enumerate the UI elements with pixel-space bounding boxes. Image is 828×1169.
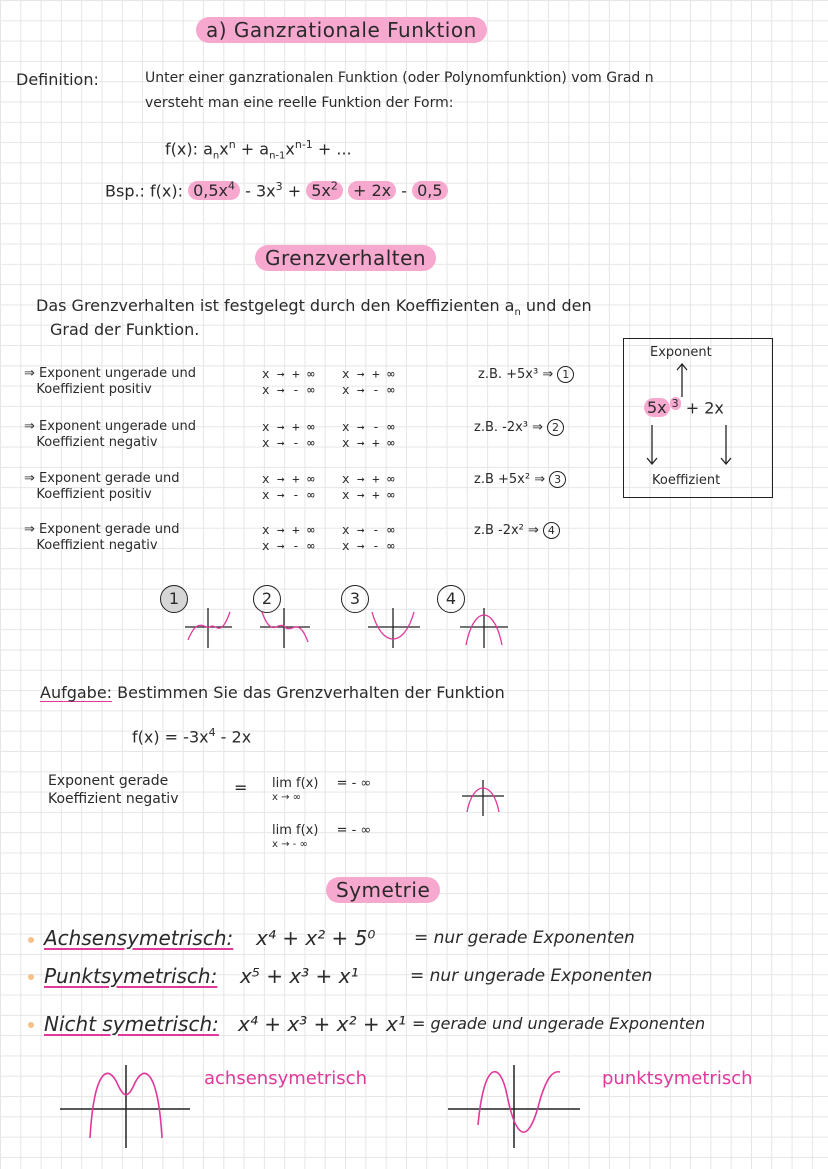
achsen-result: = nur gerade Exponenten [414,928,635,948]
case-4-desc: ⇒ Exponent gerade und Koeffizient negativ [24,522,180,553]
case-1-example: z.B. +5x³ ⇒ 1 [478,366,574,383]
term-1: $0,5x^4$ [188,181,240,200]
general-formula: f(x): $a_nx^n + a_{n-1}x^{n-1}$ + ... [165,138,352,162]
case-3-example: z.B +5x² ⇒ 3 [474,471,566,488]
case-2-y: x → - ∞ x → + ∞ [342,419,395,450]
nicht-expr: x⁴ + x³ + x² + x¹ [238,1012,406,1036]
case-3-x: x → + ∞ x → - ∞ [262,471,315,502]
symmetrie-graph-punkt [448,1065,580,1148]
case-2-example: z.B. -2x³ ⇒ 2 [474,419,564,436]
punkt-label: Punktsymetrisch: [44,964,218,988]
bullet-1 [28,937,34,943]
bullet-3 [28,1022,34,1028]
case-1-desc: ⇒ Exponent ungerade und Koeffizient positiv [24,366,196,397]
case-1-x: x → + ∞ x → - ∞ [262,366,315,397]
graph2-label: punktsymetrisch [602,1068,753,1089]
graph-1 [185,608,232,648]
graph-number-3: 3 [341,585,369,613]
case-3-desc: ⇒ Exponent gerade und Koeffizient positiv [24,471,180,502]
case-4-y: x → - ∞ x → - ∞ [342,522,395,553]
aufgabe-graph [462,780,504,816]
case-1-y: x → + ∞ x → - ∞ [342,366,395,397]
definition-line2: versteht man eine reelle Funktion der Form: [145,95,454,111]
definition-label: Definition: [16,70,99,89]
aufgabe-equals: = [234,778,248,797]
symmetrie-graph-achsen [60,1065,190,1148]
case-2-x: x → + ∞ x → - ∞ [262,419,315,450]
koeffizient-label: Koeffizient [652,473,721,488]
section-title: a) Ganzrationale Funktion [196,18,487,42]
term-3: $5x^2$ [306,181,343,200]
case-4-x: x → + ∞ x → - ∞ [262,522,315,553]
grenzverhalten-intro-1: Das Grenzverhalten ist festgelegt durch den Koeffizienten $a_n$ und den [36,296,592,319]
case-3-y: x → + ∞ x → + ∞ [342,471,395,502]
limit-minus-infinity: lim f(x) = - ∞ x → - ∞ [272,823,372,850]
case-4-example: z.B -2x² ⇒ 4 [474,522,560,539]
achsen-label: Achsensymetrisch: [44,926,234,950]
graph1-label: achsensymetrisch [204,1068,367,1089]
bullet-2 [28,974,34,980]
graph-4 [460,608,508,648]
grenzverhalten-intro-2: Grad der Funktion. [50,320,200,339]
achsen-expr: x⁴ + x² + 5⁰ [256,926,376,950]
limit-plus-infinity: lim f(x) = - ∞ x → ∞ [272,776,372,803]
term-5: 0,5 [412,181,447,200]
definition-line1: Unter einer ganzrationalen Funktion (oder Polynomfunktion) vom Grad n [145,70,654,86]
nicht-label: Nicht symetrisch: [44,1012,219,1036]
punkt-expr: x⁵ + x³ + x¹ [240,964,359,988]
term-4: + 2x [348,181,396,200]
exponent-label: Exponent [650,345,712,360]
graph-number-2: 2 [253,585,281,613]
aufgabe-answer: Exponent gerade Koeffizient negativ [48,773,179,807]
nicht-result: = gerade und ungerade Exponenten [412,1014,706,1033]
case-2-desc: ⇒ Exponent ungerade und Koeffizient negativ [24,419,196,450]
graph-number-4: 4 [437,585,465,613]
example-formula: Bsp.: f(x): $0,5x^4 - 3x^3 + 5x^2 + 2x - 0,5$ [105,180,448,200]
graph-number-1: 1 [160,585,188,613]
aufgabe-function: $f(x) = -3x^4 - 2x$ [132,726,252,747]
box-formula: 5x $^3$ + 2x [644,397,724,417]
symmetrie-title: Symetrie [326,878,440,902]
graph-2 [260,608,310,648]
aufgabe-line: Aufgabe: Bestimmen Sie das Grenzverhalten der Funktion [40,683,505,702]
grenzverhalten-title: Grenzverhalten [255,246,436,270]
punkt-result: = nur ungerade Exponenten [410,966,653,986]
graph-3 [368,608,420,648]
